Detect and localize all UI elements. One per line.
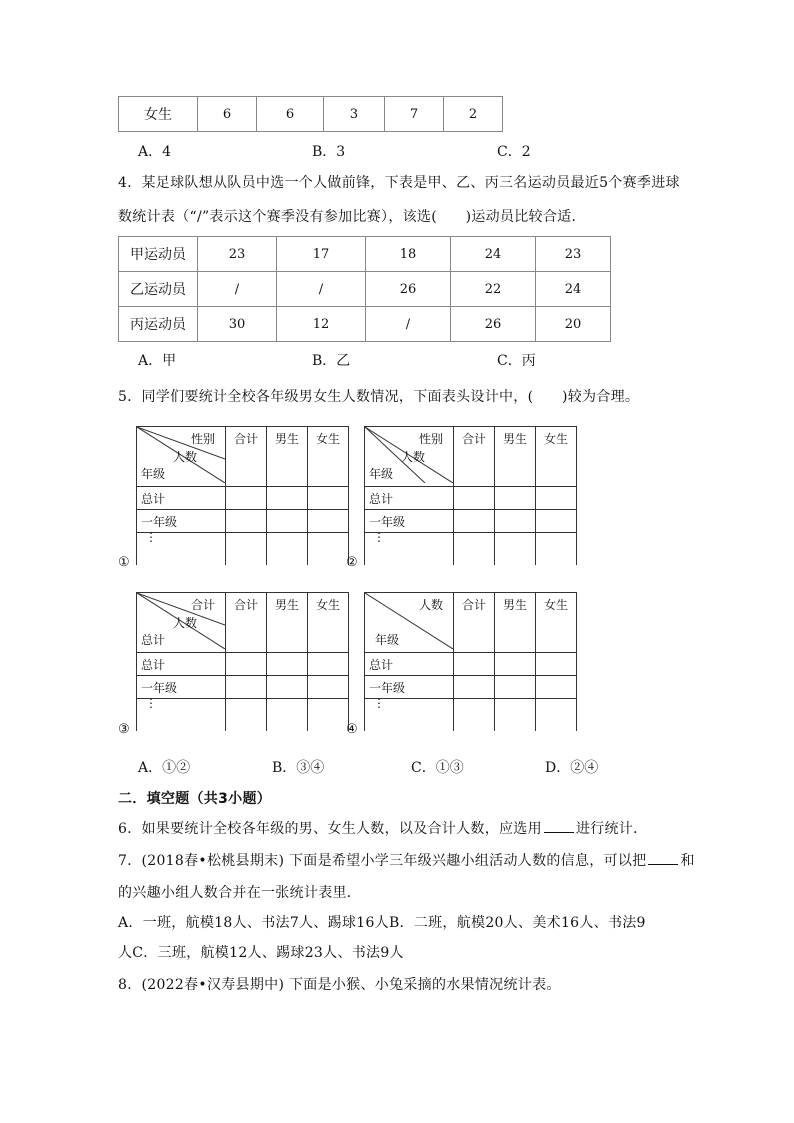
column-header: 合计 [226,593,267,653]
q7-text-line1 [118,850,695,870]
header-design-table-4 [364,592,577,731]
table-cell: 17 [277,237,366,272]
answer-blank[interactable] [648,864,678,865]
q5-option-a: A．①② [138,760,191,776]
ellipsis-row: ⋮ [137,533,226,566]
q4-text-line2: 数统计表（“/”表示这个赛季没有参加比赛），该选( )运动员比较合适． [118,209,586,225]
column-header: 女生 [536,593,577,653]
corner-label: 人数 [173,450,198,464]
column-header: 女生 [536,427,577,487]
corner-label: 总计 [141,633,166,647]
table-row [119,272,611,307]
table-cell: 26 [451,307,536,342]
table-cell: 7 [385,97,444,132]
q7-text-line3: A．一班，航模18人、书法7人、踢球16人B．二班，航模20人、美术16人、书法9 [118,915,646,931]
header-design-table-1 [136,426,349,565]
column-header: 合计 [454,593,495,653]
table-marker-3: ③ [118,722,130,737]
column-header: 男生 [495,593,536,653]
diagonal-header-cell [137,427,226,487]
top-table [118,96,503,132]
table-cell: 22 [451,272,536,307]
row-label: 一年级 [365,510,454,533]
diagonal-header-cell [365,427,454,487]
corner-label: 年级 [369,467,394,481]
table-marker-4: ④ [346,722,358,737]
column-header: 女生 [308,593,349,653]
table-cell: 6 [198,97,257,132]
corner-label: 人数 [419,598,444,612]
table-marker-2: ② [346,555,358,570]
corner-label: 性别 [191,432,216,446]
table-cell: 30 [198,307,277,342]
corner-label: 性别 [419,432,444,446]
table-cell: 23 [536,237,611,272]
row-label: 总计 [137,487,226,510]
table-cell: 2 [444,97,503,132]
section-title: 二．填空题（共3小题） [118,791,272,807]
table-cell: 23 [198,237,277,272]
q7-text-a: 7．(2018春•松桃县期末) 下面是希望小学三年级兴趣小组活动人数的信息，可以把 [118,853,647,869]
table-cell: 24 [451,237,536,272]
table-cell: 3 [324,97,385,132]
corner-label: 人数 [401,450,426,464]
table-cell: 丙运动员 [119,307,198,342]
row-label: 总计 [137,653,226,676]
q4-option-c: C．丙 [497,353,536,369]
q4-text-line1: 4．某足球队想从队员中选一个人做前锋，下表是甲、乙、丙三名运动员最近5个赛季进球 [118,175,680,191]
table-row [119,237,611,272]
table-cell: / [198,272,277,307]
q4-option-b: B．乙 [312,353,351,369]
corner-label: 年级 [375,633,400,647]
table-cell: 女生 [119,97,198,132]
q7-text-b: 和 [680,853,695,869]
table-row [119,307,611,342]
column-header: 合计 [454,427,495,487]
q5-option-b: B．③④ [272,760,325,776]
table-cell: 6 [257,97,324,132]
header-design-table-3 [136,592,349,731]
q7-text-line2: 的兴趣小组人数合并在一张统计表里． [118,885,362,901]
table-cell: 乙运动员 [119,272,198,307]
ellipsis-row: ⋮ [137,699,226,732]
table-marker-1: ① [118,555,130,570]
table-cell: 18 [366,237,451,272]
row-label: 一年级 [137,510,226,533]
column-header: 男生 [495,427,536,487]
corner-label: 合计 [191,598,216,612]
diagonal-header-cell [365,593,454,653]
column-header: 合计 [226,427,267,487]
row-label: 总计 [365,487,454,510]
q7-text-line4: 人C．三班，航模12人、踢球23人、书法9人 [118,945,404,961]
q6-text [118,818,647,838]
table-cell: 12 [277,307,366,342]
q4-option-a: A．甲 [138,353,177,369]
q3-option-c: C．2 [497,144,531,160]
table-cell: / [277,272,366,307]
corner-label: 人数 [173,616,198,630]
q8-text: 8．(2022春•汉寿县期中) 下面是小猴、小兔采摘的水果情况统计表。 [118,977,561,993]
column-header: 男生 [267,593,308,653]
diagonal-header-cell [137,593,226,653]
q5-option-c: C．①③ [411,760,464,776]
q5-option-d: D．②④ [545,760,599,776]
q3-option-a: A．4 [138,144,172,160]
row-label: 总计 [365,653,454,676]
table-row [119,97,503,132]
q5-text: 5．同学们要统计全校各年级男女生人数情况，下面表头设计中，( )较为合理。 [118,389,640,405]
q3-option-b: B．3 [312,144,346,160]
table-cell: 26 [366,272,451,307]
column-header: 女生 [308,427,349,487]
table-cell: / [366,307,451,342]
row-label: 一年级 [365,676,454,699]
header-design-table-2 [364,426,577,565]
ellipsis-row: ⋮ [365,533,454,566]
corner-label: 年级 [141,467,166,481]
ellipsis-row: ⋮ [365,699,454,732]
q4-table [118,236,611,342]
table-cell: 20 [536,307,611,342]
q6-text-a: 6．如果要统计全校各年级的男、女生人数，以及合计人数，应选用 [118,821,542,837]
answer-blank[interactable] [544,832,574,833]
column-header: 男生 [267,427,308,487]
table-cell: 24 [536,272,611,307]
q6-text-b: 进行统计． [575,821,648,837]
row-label: 一年级 [137,676,226,699]
table-cell: 甲运动员 [119,237,198,272]
